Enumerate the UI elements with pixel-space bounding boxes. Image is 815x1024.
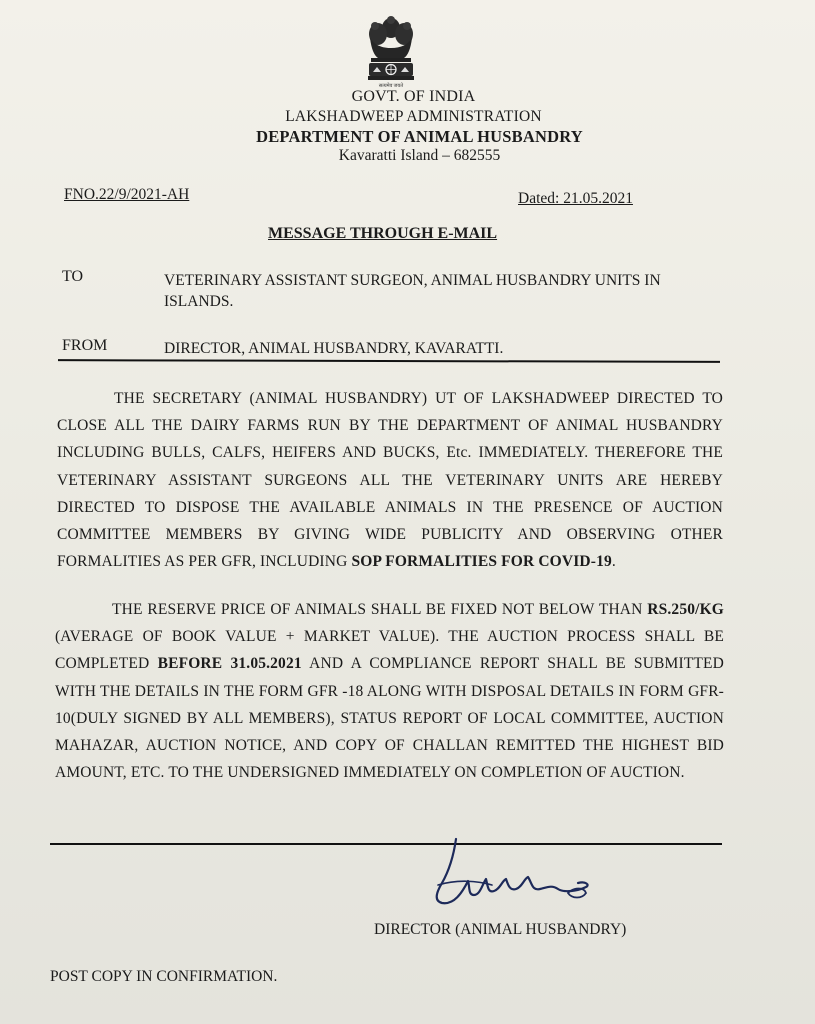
date-line: Dated: 21.05.2021 [518,190,633,207]
header-department-line: DEPARTMENT OF ANIMAL HUSBANDRY [256,127,583,146]
p2-reserve-price: RS.250/KG [647,601,724,618]
signature-icon [428,835,608,915]
p1-emphasis: SOP FORMALITIES FOR COVID-19 [351,553,612,571]
header-administration-line: LAKSHADWEEP ADMINISTRATION [285,108,542,125]
p1-text: THE SECRETARY (ANIMAL HUSBANDRY) UT OF LAKSHADWEEP DIRECTED TO CLOSE ALL THE DAIRY FARMS RUN BY THE DEPARTMENT OF ANIMAL HUSBANDRY INCLUDING BULLS, CALFS, HEIFERS AND BUCKS, Etc. IMMEDIATELY. THEREFORE THE VETERINARY ASSISTANT SURGEONS ALL THE VETERINARY UNITS ARE HEREBY DIRECTED TO DISPOSE THE AVAILABLE ANIMALS IN THE PRESENCE OF AUCTION COMMITTEE MEMBERS BY GIVING WIDE PUBLICITY AND OBSERVING OTHER FORMALITIES AS PER GFR, INCLUDING [57,390,723,571]
header-address-line: Kavaratti Island – 682555 [338,147,501,164]
body-paragraph-2 [55,596,724,786]
from-label: FROM [62,337,108,354]
header-govt-line: GOVT. OF INDIA [351,88,476,105]
from-sender: DIRECTOR, ANIMAL HUSBANDRY, KAVARATTI. [164,340,504,357]
subject-heading: MESSAGE THROUGH E-MAIL [268,225,498,242]
to-label: TO [62,268,84,285]
p2-start: THE RESERVE PRICE OF ANIMALS SHALL BE FIXED NOT BELOW THAN [112,601,648,618]
p2-mid: (AVERAGE OF BOOK VALUE + MARKET VALUE). THE AUCTION PROCESS SHALL BE COMPLETED [55,628,724,673]
post-copy-note: POST COPY IN CONFIRMATION. [50,968,278,985]
divider-top [58,359,720,363]
p2-end: AND A COMPLIANCE REPORT SHALL BE SUBMITTED WITH THE DETAILS IN THE FORM GFR -18 ALONG WITH DISPOSAL DETAILS IN FORM GFR-10(DULY SIGNED BY ALL MEMBERS), STATUS REPORT OF LOCAL COMMITTEE, AUCTION MAHAZAR, AUCTION NOTICE, AND COPY OF CHALLAN REMITTED THE HIGHEST BID AMOUNT, ETC. TO THE UNDERSIGNED IMMEDIATELY ON COMPLETION OF AUCTION. [55,655,724,782]
body-paragraph-1 [57,385,723,575]
emblem-motto: सत्यमेव जयते [378,84,404,89]
p2-deadline: BEFORE 31.05.2021 [157,655,302,673]
p1-end: . [611,553,616,571]
state-emblem-icon [358,14,424,92]
signatory-designation: DIRECTOR (ANIMAL HUSBANDRY) [374,921,627,938]
divider-bottom [50,843,722,845]
file-number: FNO.22/9/2021-AH [64,186,190,203]
to-recipient: VETERINARY ASSISTANT SURGEON, ANIMAL HUSBANDRY UNITS IN ISLANDS. [164,272,661,310]
